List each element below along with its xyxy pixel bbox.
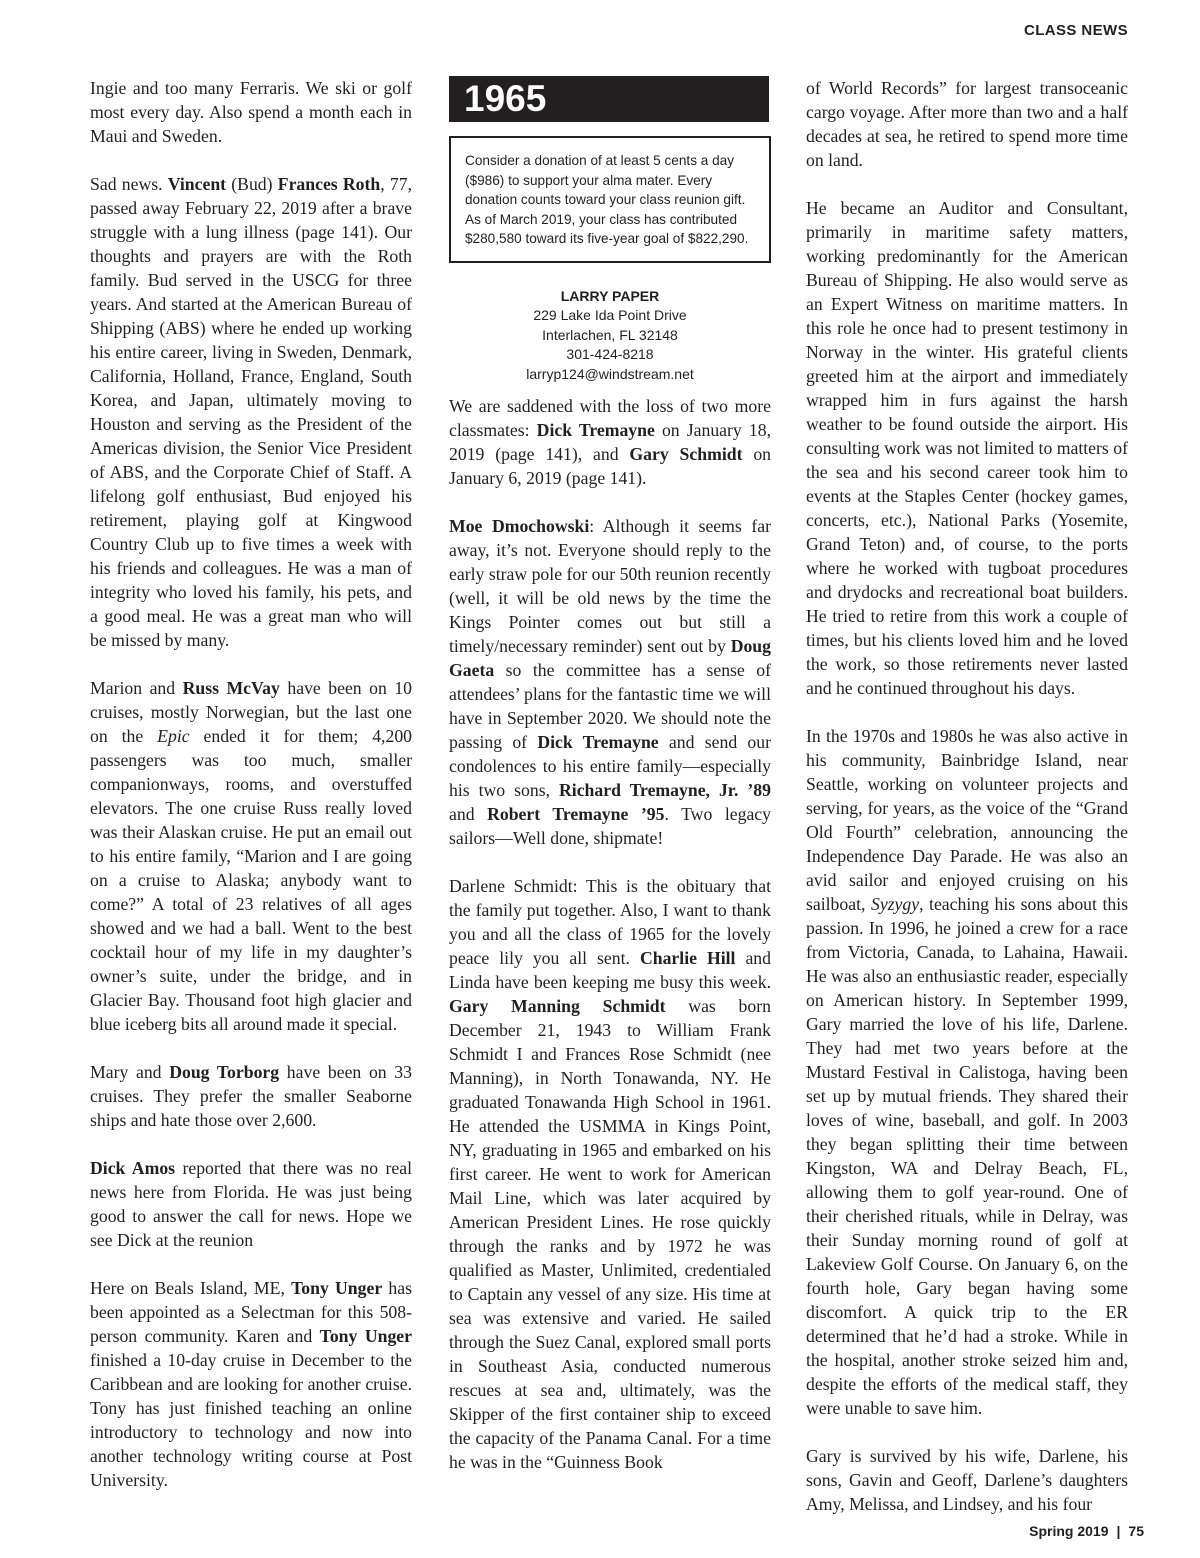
class-secretary-contact bbox=[449, 287, 771, 385]
text-run: and bbox=[449, 804, 488, 824]
text-run: Sad news. bbox=[90, 174, 168, 194]
text-run: reported that there was no real news here from Florida. He was just being good to answer the call for news. Hope we see Dick at the reunion bbox=[90, 1158, 412, 1250]
text-run: have been on 33 cruises. They prefer the smaller Seaborne ships and hate those over 2,600. bbox=[90, 1062, 412, 1130]
contact-address-line2: Interlachen, FL 32148 bbox=[542, 326, 678, 343]
text-run: has been appointed as a Selectman for this 508-person community. Karen and bbox=[90, 1278, 413, 1346]
text-run: Mary and bbox=[90, 1062, 170, 1082]
paragraph bbox=[449, 394, 771, 490]
name-highlight: Doug Torborg bbox=[169, 1062, 280, 1082]
name-highlight: Dick Amos bbox=[90, 1158, 176, 1178]
text-run: (Bud) bbox=[226, 174, 278, 194]
name-highlight: Gary Manning Schmidt bbox=[449, 996, 666, 1016]
text-run: so the committee has a sense of attendees’ plans for the fantastic time we will have in September 2020. We should note the passing of bbox=[449, 660, 771, 752]
contact-name: LARRY PAPER bbox=[560, 287, 660, 304]
issue-label: Spring 2019 bbox=[1029, 1523, 1109, 1539]
text-run: on January 18, 2019 (page 141), and bbox=[449, 420, 771, 464]
text-run: . Two legacy sailors—Well done, shipmate! bbox=[449, 804, 771, 848]
class-year-heading: 1965 bbox=[449, 76, 769, 122]
name-highlight: Doug Gaeta bbox=[449, 636, 771, 680]
text-run: Here on Beals Island, ME, bbox=[90, 1278, 292, 1298]
contact-address-line1: 229 Lake Ida Point Drive bbox=[533, 307, 687, 323]
paragraph bbox=[90, 1060, 412, 1132]
text-run: : Although it seems far away, it’s not. Everyone should reply to the early straw pole for our 50th reunion recently (well, it will be old news by the time the Kings Pointer comes out but still a timely/necessary reminder) sent out by bbox=[449, 516, 771, 656]
text-run: and send our condolences to his entire family—especially his two sons, bbox=[449, 732, 772, 800]
italic-text: Syzygy bbox=[870, 894, 920, 914]
paragraph: of World Records” for largest transoceanic cargo voyage. After more than two and a half decades at sea, he retired to spend more time on land. bbox=[806, 78, 1128, 170]
name-highlight: Robert Tremayne ’95 bbox=[487, 804, 665, 824]
name-highlight: Tony Unger bbox=[291, 1278, 383, 1298]
paragraph bbox=[90, 172, 412, 652]
text-run: have been on 10 cruises, mostly Norwegian, but the last one on the bbox=[90, 678, 413, 746]
page-footer bbox=[1029, 1523, 1144, 1539]
section-header: CLASS NEWS bbox=[1023, 22, 1128, 39]
text-run: , 77, passed away February 22, 2019 after a brave struggle with a lung illness (page 141). Our thoughts and prayers are with the Roth family. Bud served in the USCG for three years. And started at the American Bureau of Shipping (ABS) where he ended up working his entire career, living in Sweden, Denmark, California, Holland, France, England, South Korea, and Japan, ultimately moving to Houston and serving as the President of the Americas division, the Senior Vice President of ABS, and the Corporate Chief of Staff. A lifelong golf enthusiast, Bud enjoyed his retirement, playing golf at Kingwood Country Club up to five times a week with his friends and colleagues. He was a man of integrity who loved his family, his pets, and a good meal. He was a great man who will be missed by many. bbox=[90, 174, 413, 650]
name-highlight: Tony Unger bbox=[319, 1326, 412, 1346]
text-run: Darlene Schmidt: This is the obituary that the family put together. Also, I want to thank you and all the class of 1965 for the lovely peace lily you all sent. bbox=[449, 876, 771, 968]
paragraph bbox=[449, 514, 771, 850]
text-run: finished a 10-day cruise in December to the Caribbean and are looking for another cruise. Tony has just finished teaching an online introductory to technology and now into another technology writing course at Post University. bbox=[90, 1350, 412, 1490]
footer-separator: | bbox=[1116, 1523, 1121, 1539]
text-run: ended it for them; 4,200 passengers was too much, smaller companionways, rooms, and overstuffed elevators. The one cruise Russ really loved was their Alaskan cruise. He put an email out to his entire family, “Marion and I are going on a cruise to Alaska; anybody want to come?” A total of 23 relatives of all ages showed and we had a ball. Went to the best cocktail hour of my life in my daughter’s owner’s suite, under the bridge, and in Glacier Bay. Thousand foot high glacier and blue iceberg bits all around made it special. bbox=[90, 726, 413, 1034]
column-2 bbox=[449, 76, 771, 1498]
column-3 bbox=[806, 76, 1128, 1540]
paragraph bbox=[90, 676, 412, 1036]
name-highlight: Richard Tremayne, Jr. ’89 bbox=[559, 780, 771, 800]
text-run: In the 1970s and 1980s he was also active in his community, Bainbridge Island, near Seattle, working on volunteer projects and serving, for years, as the voice of the “Grand Old Fourth” celebration, announcing the Independence Day Parade. He was also an avid sailor and enjoyed cruising on his sailboat, bbox=[806, 726, 1128, 914]
name-highlight: Russ McVay bbox=[182, 678, 280, 698]
paragraph bbox=[806, 724, 1128, 1420]
text-run: and Linda have been keeping me busy this week. bbox=[449, 948, 771, 992]
name-highlight: Dick Tremayne bbox=[537, 732, 659, 752]
contact-phone: 301-424-8218 bbox=[566, 346, 654, 362]
name-highlight: Dick Tremayne bbox=[536, 420, 655, 440]
page-number: 75 bbox=[1128, 1523, 1144, 1539]
text-run: was born December 21, 1943 to William Frank Schmidt I and Frances Rose Schmidt (nee Manning), in North Tonawanda, NY. He graduated Tonawanda High School in 1961. He attended the USMMA in Kings Point, NY, graduating in 1965 and embarked on his first career. He went to work for American Mail Line, which was later acquired by American President Lines. He rose quickly through the ranks and by 1972 he was qualified as Master, Unlimited, credentialed to Captain any vessel of any size. His time at sea was extensive and varied. He sailed through the Suez Canal, explored small ports in Southeast Asia, conducted numerous rescues at sea and, ultimately, was the Skipper of the first container ship to exceed the capacity of the Panama Canal. For a time he was in the “Guinness Book bbox=[449, 996, 771, 1472]
italic-text: Epic bbox=[157, 726, 190, 746]
paragraph: Gary is survived by his wife, Darlene, his sons, Gavin and Geoff, Darlene’s daughters Amy, Melissa, and Lindsey, and his four bbox=[806, 1446, 1128, 1514]
text-run: Marion and bbox=[90, 678, 183, 698]
paragraph bbox=[449, 874, 771, 1474]
text-run: on January 6, 2019 (page 141). bbox=[449, 444, 771, 488]
paragraph bbox=[90, 1276, 412, 1492]
donation-box: Consider a donation of at least 5 cents a day ($986) to support your alma mater. Every donation counts toward your class reunion gift. As of March 2019, your class has contributed $280,580 toward its five-year goal of $822,290. bbox=[449, 136, 771, 263]
name-highlight: Frances Roth bbox=[277, 174, 381, 194]
paragraph bbox=[90, 1156, 412, 1252]
paragraph: Ingie and too many Ferraris. We ski or golf most every day. Also spend a month each in Maui and Sweden. bbox=[90, 78, 412, 146]
text-run: , teaching his sons about this passion. In 1996, he joined a crew for a race from Victoria, Canada, to Lahaina, Hawaii. He was also an enthusiastic reader, especially on American history. In September 1999, Gary married the love of his life, Darlene. They had met two years before at the Mustard Festival in Calistoga, having been set up by mutual friends. They shared their loves of wine, baseball, and golf. In 2003 they began splitting their time between Kingston, WA and Delray Beach, FL, allowing them to golf year-round. One of their cherished rituals, while in Delray, was their Sunday morning round of golf at Lakeview Golf Course. On January 6, on the fourth hole, Gary began having some discomfort. A quick trip to the ER determined that he’d had a stroke. While in the hospital, another stroke seized him and, despite the efforts of the medical staff, they were unable to save him. bbox=[806, 894, 1129, 1418]
contact-email[interactable]: larryp124@windstream.net bbox=[526, 365, 694, 382]
name-highlight: Gary Schmidt bbox=[629, 444, 743, 464]
name-highlight: Vincent bbox=[167, 174, 227, 194]
paragraph: He became an Auditor and Consultant, primarily in maritime safety matters, working predominantly for the American Bureau of Shipping. He also would serve as an Expert Witness on maritime matters. In this role he once had to present testimony in Norway in the winter. His grateful clients greeted him at the airport and immediately wrapped him in furs against the harsh weather to be found outside the airport. His consulting work was not limited to matters of the sea and his second career took him to events at the Staples Center (hockey games, concerts, etc.), National Parks (Yosemite, Grand Teton) and, of course, to the ports where he worked with tugboat procedures and drydocks and recreational boat builders. He tried to retire from this work a couple of times, but his clients loved him and he loved the work, so those retirements never lasted and he continued throughout his days. bbox=[806, 198, 1128, 698]
column-1 bbox=[90, 76, 412, 1516]
name-highlight: Moe Dmochowski bbox=[449, 516, 590, 536]
name-highlight: Charlie Hill bbox=[639, 948, 736, 968]
text-run: We are saddened with the loss of two more classmates: bbox=[449, 396, 771, 440]
